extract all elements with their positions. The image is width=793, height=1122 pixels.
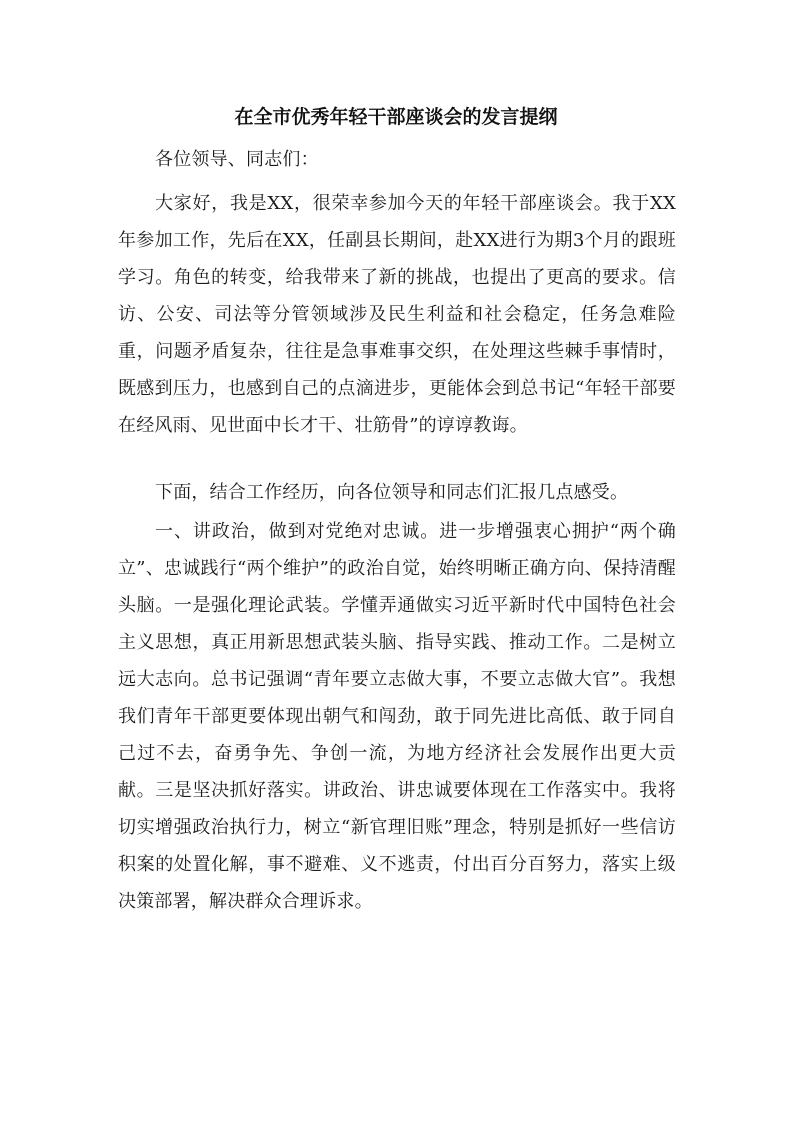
- paragraph-point-one: 一、讲政治，做到对党绝对忠诚。进一步增强衷心拥护“两个确立”、忠诚践行“两个维护”的政治自觉，始终明晰正确方向、保持清醒头脑。一是强化理论武装。学懂弄通做实习近平新时代中国特色社会主义思想，真正用新思想武装头脑、指导实践、推动工作。二是树立远大志向。总书记强调“青年要立志做大事，不要立志做大官”。我想我们青年干部更要体现出朝气和闯劲，敢于同先进比高低、敢于同自己过不去，奋勇争先、争创一流，为地方经济社会发展作出更大贡献。三是坚决抓好落实。讲政治、讲忠诚要体现在工作落实中。我将切实增强政治执行力，树立“新官理旧账”理念，特别是抓好一些信访积案的处置化解，事不避难、义不逃责，付出百分百努力，落实上级决策部署，解决群众合理诉求。: [118, 521, 676, 912]
- paragraph-transition: 下面，结合工作经历，向各位领导和同志们汇报几点感受。: [155, 482, 629, 503]
- document-title: 在全市优秀年轻干部座谈会的发言提纲: [234, 106, 558, 128]
- paragraph-salutation: 各位领导、同志们：: [155, 149, 319, 170]
- paragraph-intro: 大家好，我是XX，很荣幸参加今天的年轻干部座谈会。我于XX年参加工作，先后在XX，任副县长期间，赴XX进行为期3个月的跟班学习。角色的转变，给我带来了新的挑战，也提出了更高的要求。信访、公安、司法等分管领域涉及民生利益和社会稳定，任务急难险重，问题矛盾复杂，往往是急事难事交织，在处理这些棘手事情时，既感到压力，也感到自己的点滴进步，更能体会到总书记“年轻干部要在经风雨、见世面中长才干、壮筋骨”的谆谆教诲。: [118, 193, 676, 436]
